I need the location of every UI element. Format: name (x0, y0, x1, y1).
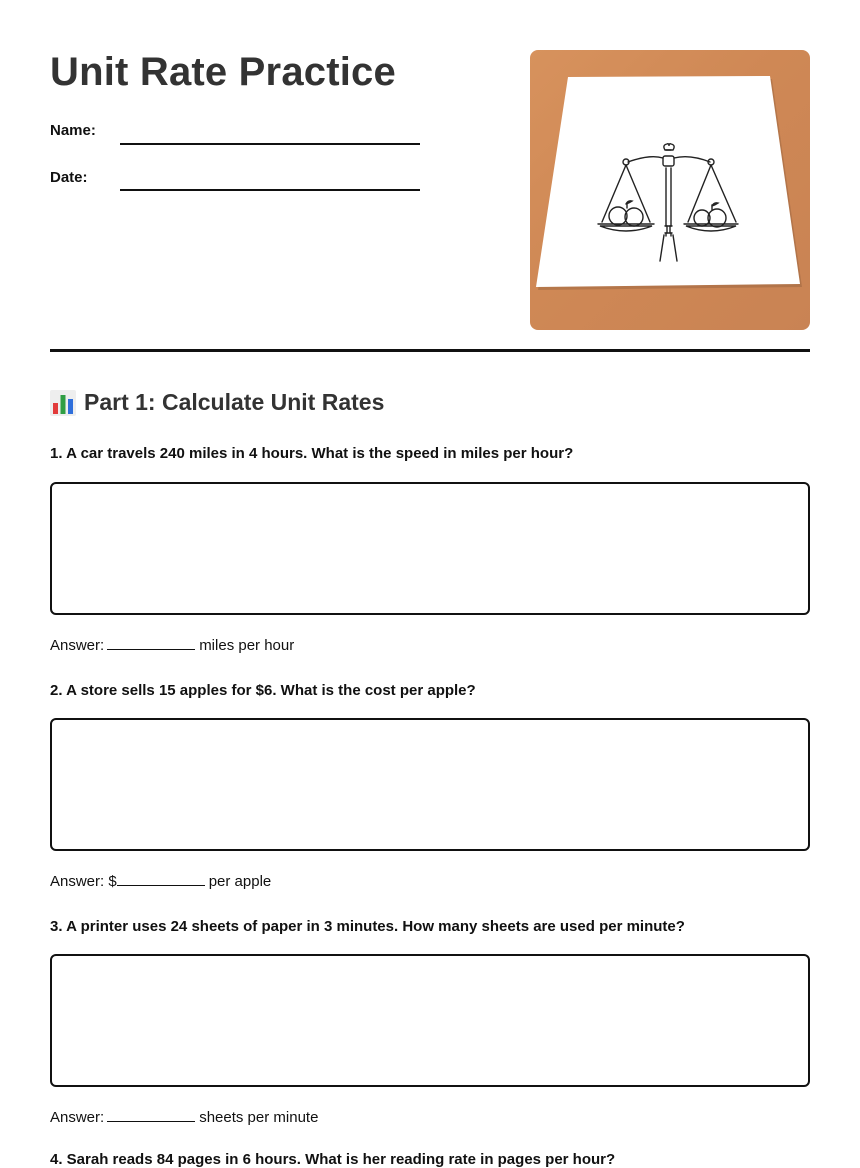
part1-heading-text: Part 1: Calculate Unit Rates (84, 389, 385, 415)
answer-prefix: Answer: (50, 1109, 105, 1126)
date-field-line[interactable] (120, 189, 420, 191)
answer-suffix: miles per hour (199, 637, 295, 654)
date-label: Date: (50, 169, 88, 186)
work-box-3[interactable] (50, 954, 810, 1087)
question-3: 3. A printer uses 24 sheets of paper in 3 minutes. How many sheets are used per minute? (50, 918, 685, 935)
name-label: Name: (50, 122, 96, 139)
answer-blank[interactable] (107, 1109, 195, 1122)
answer-line-1 (50, 637, 294, 654)
answer-suffix: sheets per minute (199, 1109, 319, 1126)
balance-scale-icon (530, 50, 810, 330)
question-4: 4. Sarah reads 84 pages in 6 hours. What is her reading rate in pages per hour? (50, 1151, 616, 1168)
name-field-line[interactable] (120, 143, 420, 145)
header-divider (50, 349, 810, 352)
answer-prefix: Answer: (50, 637, 105, 654)
question-2: 2. A store sells 15 apples for $6. What is the cost per apple? (50, 682, 476, 699)
answer-suffix: per apple (208, 873, 272, 890)
answer-prefix: Answer: $ (50, 873, 117, 890)
part1-heading (50, 389, 384, 416)
bar-chart-icon (50, 390, 76, 416)
answer-line-3 (50, 1109, 318, 1126)
balance-scale-photo (530, 50, 810, 330)
answer-blank[interactable] (117, 873, 205, 886)
work-box-2[interactable] (50, 718, 810, 851)
answer-blank[interactable] (107, 637, 195, 650)
worksheet-title: Unit Rate Practice (50, 50, 396, 94)
answer-line-2 (50, 873, 271, 890)
question-1: 1. A car travels 240 miles in 4 hours. What is the speed in miles per hour? (50, 445, 574, 462)
work-box-1[interactable] (50, 482, 810, 615)
